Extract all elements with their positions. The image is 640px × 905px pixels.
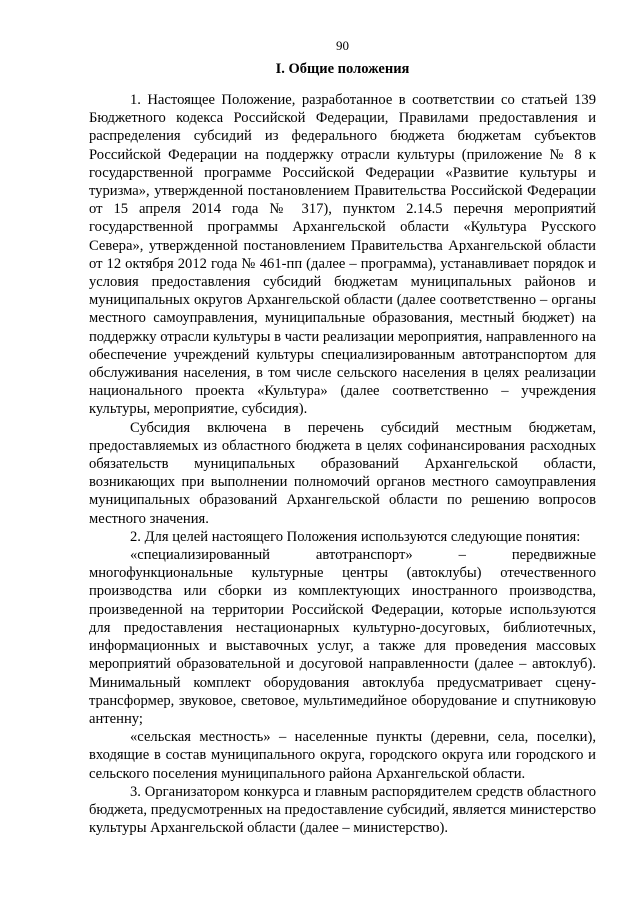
paragraph-5: «сельская местность» – населенные пункты (деревни, села, поселки), входящие в состав муниципального округа, городского округа или городского и сельского поселения муниципального района Архангельской области. [89, 729, 596, 782]
section-title: I. Общие положения [275, 61, 410, 77]
paragraph-2: Субсидия включена в перечень субсидий местным бюджетам, предоставляемых из областного бюджета в целях софинансирования расходных обязательств муниципальных образований Архангельской области, возникающих при выполнении полномочий органов местного самоуправления муниципальных образований Архангельской области по решению вопросов местного значения. [89, 419, 596, 527]
paragraph-4: «специализированный автотранспорт» – передвижные многофункциональные культурные центры (автоклубы) отечественного производства или сборки из комплектующих иностранного производства, произведенной на территории Российской Федерации, которые используются для предоставления нестационарных культурно-досуговых, библиотечных, информационных и выставочных услуг, а также для проведения массовых мероприятий образовательной и досуговой направленности (далее – автоклуб). Минимальный комплект оборудования автоклуба предусматривает сцену-трансформер, звуковое, световое, мультимедийное оборудование и спутниковую антенну; [89, 547, 596, 727]
paragraph-6: 3. Организатором конкурса и главным распорядителем средств областного бюджета, предусмотренных на предоставление субсидий, является министерство культуры Архангельской области (далее – министерство). [89, 783, 596, 837]
paragraph-3: 2. Для целей настоящего Положения используются следующие понятия: [130, 528, 581, 545]
paragraph-1: 1. Настоящее Положение, разработанное в соответствии со статьей 139 Бюджетного кодекса Российской Федерации, Правилами предоставления и распределения субсидий из федерального бюджета бюджетам субъектов Российской Федерации на поддержку отрасли культуры (приложение № 8 к государственной программе Российской Федерации «Развитие культуры и туризма», утвержденной постановлением Правительства Российской Федерации от 15 апреля 2014 года № 317), пунктом 2.14.5 перечня мероприятий государственной программы Архангельской области «Культура Русского Севера», утвержденной постановлением Правительства Архангельской области от 12 октября 2012 года № 461-пп (далее – программа), устанавливает порядок и условия предоставления субсидий бюджетам муниципальных районов и муниципальных округов Архангельской области (далее соответственно – органы местного самоуправления, муниципальные образования, местный бюджет) на поддержку отрасли культуры в части реализации мероприятия, направленного на обеспечение учреждений культуры специализированным автотранспортом для обслуживания населения, в том числе сельского населения в целях реализации национального проекта «Культура» (далее соответственно – учреждения культуры, мероприятие, субсидия). [89, 92, 596, 418]
page-number: 90 [336, 38, 349, 53]
